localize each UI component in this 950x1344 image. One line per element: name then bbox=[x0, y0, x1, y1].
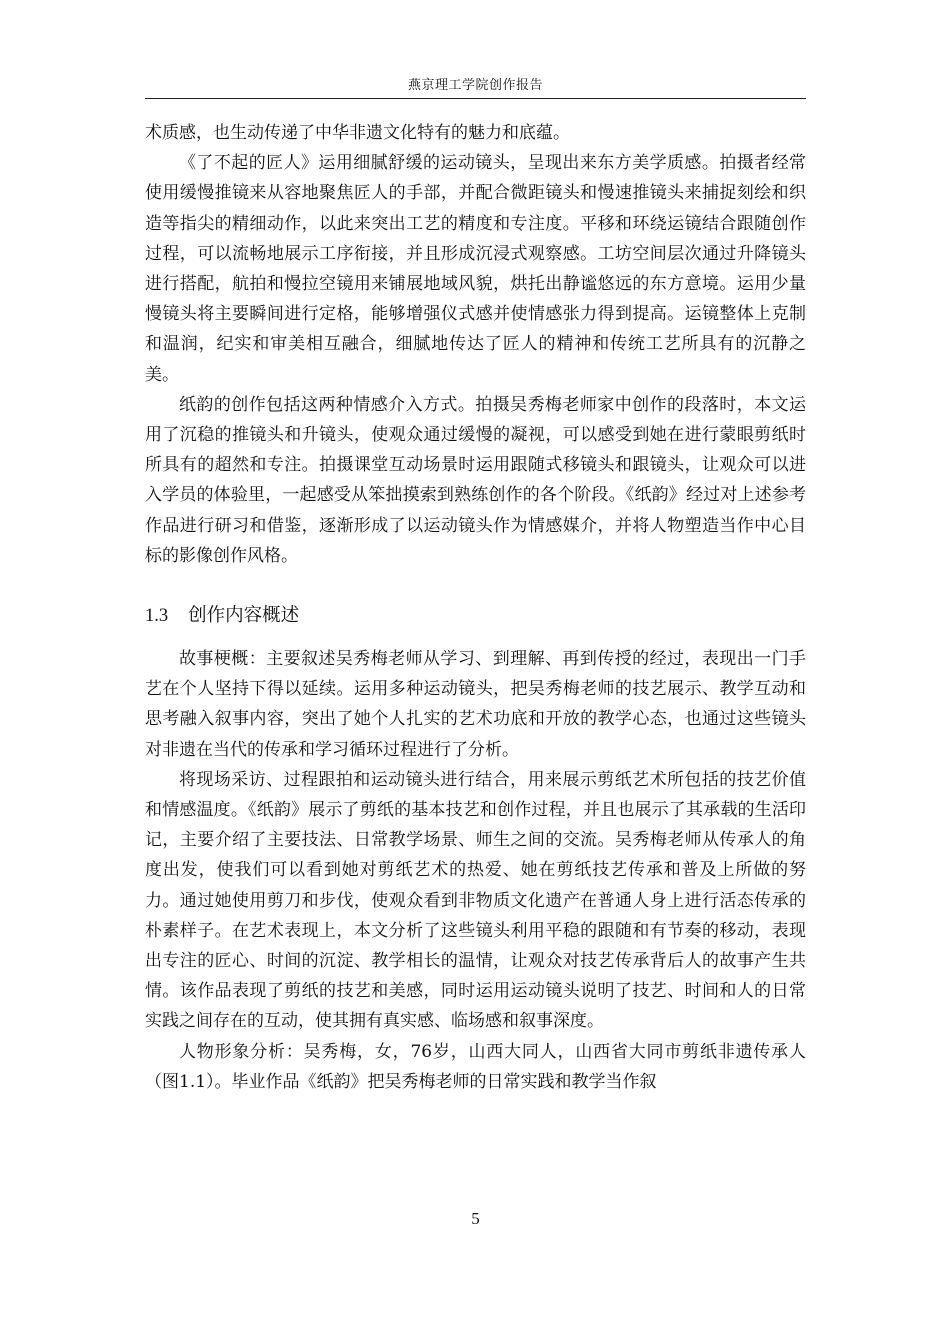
section-title: 创作内容概述 bbox=[188, 605, 300, 627]
header-rule bbox=[145, 98, 806, 99]
report-body bbox=[145, 118, 806, 1097]
body-paragraph: 故事梗概：主要叙述吴秀梅老师从学习、到理解、再到传授的经过，表现出一门手艺在个人坚持下得以延续。运用多种运动镜头，把吴秀梅老师的技艺展示、教学互动和思考融入叙事内容，突出了她个人扎实的艺术功底和开放的教学心态，也通过这些镜头对非遗在当代的传承和学习循环过程进行了分析。 bbox=[145, 649, 806, 760]
body-paragraph: 纸韵的创作包括这两种情感介入方式。拍摄吴秀梅老师家中创作的段落时，本文运用了沉稳的推镜头和升镜头，使观众通过缓慢的凝视，可以感受到她在进行蒙眼剪纸时所具有的超然和专注。拍摄课堂互动场景时运用跟随式移镜头和跟镜头，让观众可以进入学员的体验里，一起感受从笨拙摸索到熟练创作的各个阶段。《纸韵》经过对上述参考作品进行研习和借鉴，逐渐形成了以运动镜头作为情感媒介，并将人物塑造当作中心目标的影像创作风格。 bbox=[145, 394, 806, 566]
page-number: 5 bbox=[471, 1209, 480, 1228]
body-paragraph: 术质感，也生动传递了中华非遗文化特有的魅力和底蕴。 bbox=[145, 123, 570, 143]
body-paragraph: 将现场采访、过程跟拍和运动镜头进行结合，用来展示剪纸艺术所包括的技艺价值和情感温度。《纸韵》展示了剪纸的基本技艺和创作过程，并且也展示了其承载的生活印记，主要介绍了主要技法、日常教学场景、师生之间的交流。吴秀梅老师从传承人的角度出发，使我们可以看到她对剪纸艺术的热爱、她在剪纸技艺传承和普及上所做的努力。通过她使用剪刀和步伐，使观众看到非物质文化遗产在普通人身上进行活态传承的朴素样子。在艺术表现上，本文分析了这些镜头利用平稳的跟随和有节奏的移动，表现出专注的匠心、时间的沉淀、教学相长的温情，让观众对技艺传承背后人的故事产生共情。该作品表现了剪纸的技艺和美感，同时运用运动镜头说明了技艺、时间和人的日常实践之间存在的互动，使其拥有真实感、临场感和叙事深度。 bbox=[145, 769, 806, 1032]
section-number: 1.3 bbox=[145, 606, 169, 627]
body-paragraph: 人物形象分析：吴秀梅，女，76岁，山西大同人，山西省大同市剪纸非遗传承人（图1.1）。毕业作品《纸韵》把吴秀梅老师的日常实践和教学当作叙 bbox=[145, 1041, 806, 1092]
section-heading bbox=[145, 601, 806, 631]
running-header: 燕京理工学院创作报告 bbox=[407, 78, 543, 93]
body-paragraph: 《了不起的匠人》运用细腻舒缓的运动镜头，呈现出来东方美学质感。拍摄者经常使用缓慢推镜来从容地聚焦匠人的手部，并配合微距镜头和慢速推镜头来捕捉刻绘和织造等指尖的精细动作，以此来突出工艺的精度和专注度。平移和环绕运镜结合跟随创作过程，可以流畅地展示工序衔接，并且形成沉浸式观察感。工坊空间层次通过升降镜头进行搭配，航拍和慢拉空镜用来铺展地域风貌，烘托出静谧悠远的东方意境。运用少量慢镜头将主要瞬间进行定格，能够增强仪式感并使情感张力得到提高。运镜整体上克制和温润，纪实和审美相互融合，细腻地传达了匠人的精神和传统工艺所具有的沉静之美。 bbox=[145, 153, 806, 385]
